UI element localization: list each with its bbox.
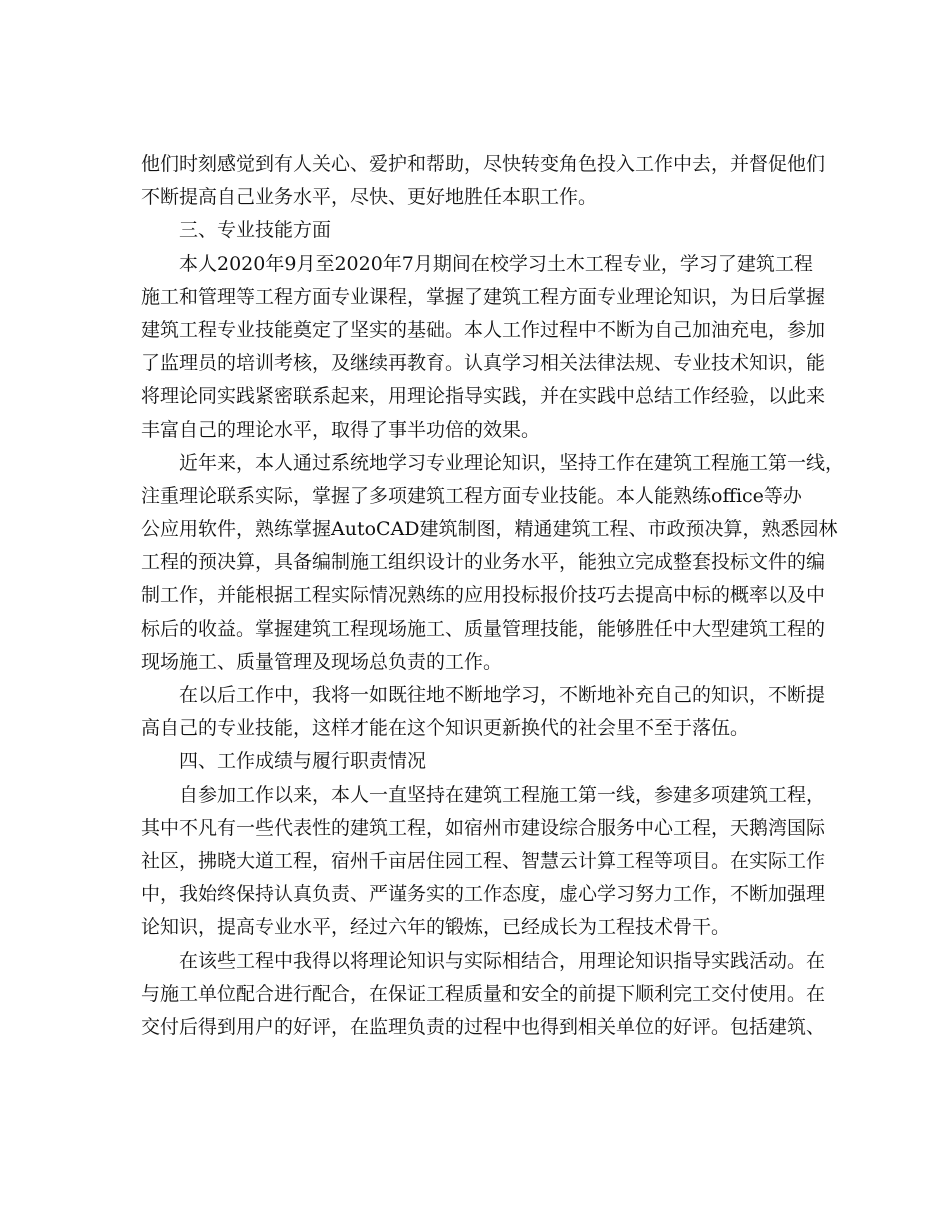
text-line: 不断提高自己业务水平，尽快、更好地胜任本职工作。 [141,186,598,209]
text-line: 近年来，本人通过系统地学习专业理论知识，坚持工作在建筑工程施工第一线， [179,451,845,474]
text-line: 社区，拂晓大道工程，宿州千亩居住园工程、智慧云计算工程等项目。在实际工作 [141,849,826,872]
text-line: 现场施工、质量管理及现场总负责的工作。 [141,650,503,673]
text-line: 丰富自己的理论水平，取得了事半功倍的效果。 [141,418,541,441]
text-line: 论知识，提高专业水平，经过六年的锻炼，已经成长为工程技术骨干。 [141,916,731,939]
text-line: 了监理员的培训考核，及继续再教育。认真学习相关法律法规、专业技术知识，能 [141,352,826,375]
text-line: 将理论同实践紧密联系起来，用理论指导实践，并在实践中总结工作经验，以此来 [141,385,826,408]
text-line: 工程的预决算，具备编制施工组织设计的业务水平，能独立完成整套投标文件的编 [141,551,826,574]
text-line: 与施工单位配合进行配合，在保证工程质量和安全的前提下顺利完工交付使用。在 [141,982,826,1005]
text-line: 制工作，并能根据工程实际情况熟练的应用投标报价技巧去提高中标的概率以及中 [141,584,826,607]
document-body [141,148,845,1044]
text-line: 中，我始终保持认真负责、严谨务实的工作态度，虚心学习努力工作，不断加强理 [141,883,826,906]
text-line: 其中不凡有一些代表性的建筑工程，如宿州市建设综合服务中心工程，天鹅湾国际 [141,816,826,839]
text-line: 高自己的专业技能，这样才能在这个知识更新换代的社会里不至于落伍。 [141,717,750,740]
text-line: 在该些工程中我得以将理论知识与实际相结合，用理论知识指导实践活动。在 [179,949,826,972]
text-line: 建筑工程专业技能奠定了坚实的基础。本人工作过程中不断为自己加油充电，参加 [141,318,826,341]
text-line: 自参加工作以来，本人一直坚持在建筑工程施工第一线，参建多项建筑工程， [179,783,826,806]
text-line: 四、工作成绩与履行职责情况 [179,750,427,773]
text-line: 三、专业技能方面 [179,219,332,242]
text-line: 注重理论联系实际，掌握了多项建筑工程方面专业技能。本人能熟练office等办 [141,484,802,507]
text-line: 交付后得到用户的好评，在监理负责的过程中也得到相关单位的好评。包括建筑、 [141,1015,826,1038]
text-line: 在以后工作中，我将一如既往地不断地学习，不断地补充自己的知识，不断提 [179,684,826,706]
text-line: 施工和管理等工程方面专业课程，掌握了建筑工程方面专业理论知识，为日后掌握 [141,285,826,308]
text-line: 本人2020年9月至2020年7月期间在校学习土木工程专业，学习了建筑工程 [179,252,813,275]
text-line: 标后的收益。掌握建筑工程现场施工、质量管理技能，能够胜任中大型建筑工程的 [141,617,826,640]
text-line: 公应用软件，熟练掌握AutoCAD建筑制图，精通建筑工程、市政预决算，熟悉园林 [141,518,838,541]
text-line: 他们时刻感觉到有人关心、爱护和帮助，尽快转变角色投入工作中去，并督促他们 [141,153,826,175]
